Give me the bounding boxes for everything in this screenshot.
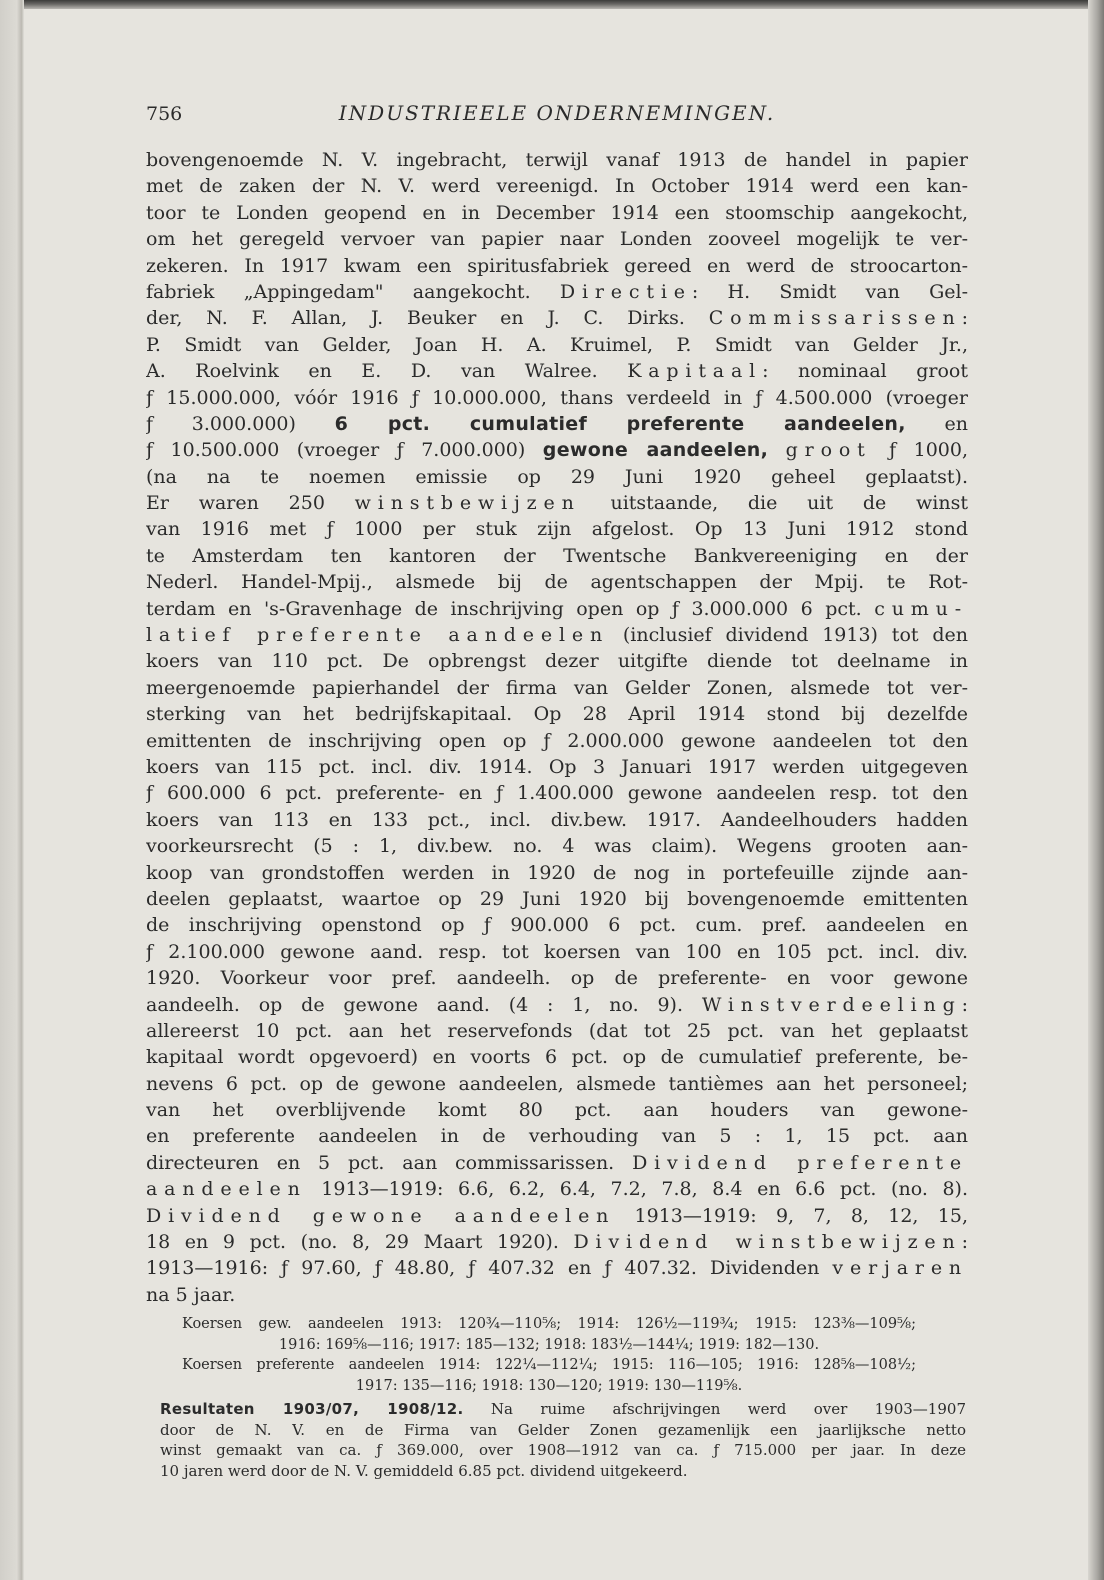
text-line [182,1355,916,1376]
text-run: winst gemaakt van ca. ƒ 369.000, over 1908—1912 van ca. ƒ 715.000 per jaar. In deze [160,1441,966,1460]
text-run: voorkeursrecht (5 : 1, div.bew. no. 4 was claim). Wegens grooten aan- [146,835,968,858]
text-run: deelen geplaatst, waartoe op 29 Juni 1920 bij bovengenoemde emittenten [146,887,968,910]
text-line [146,992,968,1018]
scan-edge-right [1088,0,1104,1580]
text-line [146,516,968,542]
text-line [146,305,968,331]
text-run: Koersen gew. aandeelen 1913: 120¾—110⅝; 1914: 126½—119¾; 1915: 123⅜—109⅝; [182,1316,916,1332]
text-run: directeuren en 5 pct. aan commissarissen. [146,1151,633,1174]
text-line [146,939,968,965]
running-title: INDUSTRIEELE ONDERNEMINGEN. [338,101,776,125]
text-run: 1913—1916: ƒ 97.60, ƒ 48.80, ƒ 407.32 en ƒ 407.32. Dividenden [146,1257,833,1280]
text-line [182,1376,916,1397]
spaced-emphasis-text: Winstverdeeling [701,993,962,1016]
text-run: en [905,412,968,435]
text-line [146,1282,968,1308]
text-line [160,1440,966,1461]
text-run: A. Roelvink en E. D. van Walree. [146,360,628,383]
text-run: : [961,1231,968,1254]
text-run: van het overblijvende komt 80 pct. aan houders van gewone- [146,1099,968,1122]
body-text [146,147,968,1308]
text-line [146,569,968,595]
text-run: ƒ 2.100.000 gewone aand. resp. tot koersen van 100 en 105 pct. incl. div. [146,940,968,963]
text-run: Nederl. Handel-Mpij., alsmede bij de agentschappen der Mpij. te Rot- [146,571,968,594]
text-line [146,490,968,516]
text-line [146,226,968,252]
spaced-emphasis-text: Commissarissen [708,307,962,330]
text-run [768,439,785,461]
text-line [146,754,968,780]
spaced-emphasis-text: verjaren [832,1257,968,1280]
text-run: ƒ 3.000.000) [146,412,335,435]
text-line [146,596,968,622]
text-line [160,1420,966,1441]
text-line [160,1399,966,1420]
text-line [146,437,968,463]
share-quotations [182,1314,916,1397]
page-number: 756 [146,103,183,125]
text-line [146,1150,968,1176]
text-run: P. Smidt van Gelder, Joan H. A. Kruimel, P. Smidt van Gelder Jr., [146,333,968,356]
spaced-emphasis-text: latief preferente aandeelen [146,624,610,647]
text-run: emittenten de inschrijving open op ƒ 2.000.000 gewone aandeelen tot den [146,729,968,752]
text-line [146,833,968,859]
text-run: : H. Smidt van Gel- [691,280,968,303]
text-run: aandeelh. op de gewone aand. (4 : 1, no. 9). [146,993,702,1016]
text-run: zekeren. In 1917 kwam een spiritusfabriek gereed en werd de stroocarton- [146,254,968,277]
text-line [146,200,968,226]
text-line [146,173,968,199]
text-line [146,411,968,437]
text-line [146,279,968,305]
text-line [146,675,968,701]
text-run: bovengenoemde N. V. ingebracht, terwijl vanaf 1913 de handel in papier [146,149,968,171]
text-run: Na ruime afschrijvingen werd over 1903—1907 [463,1400,966,1418]
text-run: 1916: 169⅝—116; 1917: 185—132; 1918: 183½—144¼; 1919: 182—130. [278,1336,820,1353]
text-line [182,1335,916,1356]
spaced-emphasis-text: cumu- [874,597,968,620]
text-line [146,1018,968,1044]
text-line [146,543,968,569]
text-run: sterking van het bedrijfskapitaal. Op 28 April 1914 stond bij dezelfde [146,703,968,726]
results-paragraph [160,1399,966,1482]
text-line [146,780,968,806]
text-run: te Amsterdam ten kantoren der Twentsche Bankvereeniging en der [146,544,968,567]
text-run: 1913—1919: 9, 7, 8, 12, 15, [615,1204,968,1227]
text-run: 18 en 9 pct. (no. 8, 29 Maart 1920). [146,1231,574,1254]
text-run: na 5 jaar. [146,1283,236,1306]
text-run: (na na te noemen emissie op 29 Juni 1920 geheel geplaatst). [146,465,968,488]
text-line [146,622,968,648]
text-run: (inclusief dividend 1913) tot den [609,624,968,647]
text-line [146,1071,968,1097]
text-line [146,332,968,358]
text-run: der, N. F. Allan, J. Beuker en J. C. Dirks. [146,307,709,330]
bold-emphasis-text: gewone aandeelen, [542,439,769,462]
spaced-emphasis-text: aandeelen [146,1178,307,1201]
spaced-emphasis-text: groot [785,439,872,462]
text-run: : [961,307,968,330]
text-run: 1920. Voorkeur voor pref. aandeelh. op de preferente- en voor gewone [146,967,968,990]
spaced-emphasis-text: Dividend gewone aandeelen [146,1204,616,1227]
bold-emphasis-text: 6 pct. cumulatief preferente aandeelen, [334,412,906,435]
spaced-emphasis-text: Dividend winstbewijzen [573,1231,962,1254]
text-line [146,1123,968,1149]
text-run: allereerst 10 pct. aan het reservefonds (dat tot 25 pct. van het geplaatst [146,1019,968,1042]
text-line [146,1097,968,1123]
text-line [146,965,968,991]
text-run: kapitaal wordt opgevoerd) en voorts 6 pct. op de cumulatief preferente, be- [146,1046,968,1069]
text-run: uitstaande, die uit de winst [580,492,968,515]
text-line [146,807,968,833]
text-line [146,701,968,727]
text-run: nevens 6 pct. op de gewone aandeelen, alsmede tantièmes aan het personeel; [146,1072,968,1095]
spaced-emphasis-text: Directie [559,280,692,303]
text-line [146,1203,968,1229]
text-line [146,1176,968,1202]
text-line [146,860,968,886]
text-run: Koersen preferente aandeelen 1914: 122¼—112¼; 1915: 116—105; 1916: 128⅝—108½; [182,1357,916,1374]
text-run: de inschrijving openstond op ƒ 900.000 6 pct. cum. pref. aandeelen en [146,914,968,937]
text-run: koop van grondstoffen werden in 1920 de nog in portefeuille zijnde aan- [146,861,968,884]
text-line [146,147,968,173]
text-run: ƒ 10.500.000 (vroeger ƒ 7.000.000) [146,439,543,462]
text-run: : nominaal groot [762,360,968,383]
text-line [146,358,968,384]
text-run: van 1916 met ƒ 1000 per stuk zijn afgelost. Op 13 Juni 1912 stond [146,518,968,541]
bold-emphasis-text: Resultaten 1903/07, 1908/12. [160,1400,464,1418]
text-line [146,385,968,411]
text-run: ƒ 1000, [871,439,968,462]
text-run: koers van 115 pct. incl. div. 1914. Op 3 Januari 1917 werden uitgegeven [146,755,968,778]
spaced-emphasis-text: Dividend preferente [632,1151,968,1174]
text-line [146,464,968,490]
text-line [146,1255,968,1281]
text-line [146,648,968,674]
spaced-emphasis-text: Kapitaal [627,360,763,383]
text-line [160,1461,966,1482]
text-run: terdam en 's-Gravenhage de inschrijving open op ƒ 3.000.000 6 pct. [146,597,875,620]
scan-edge-top [0,0,1094,9]
text-run: om het geregeld vervoer van papier naar Londen zooveel mogelijk te ver- [146,228,968,251]
text-run: : [961,993,968,1016]
text-run: 1917: 135—116; 1918: 130—120; 1919: 130—119⅝. [355,1378,743,1395]
text-run: koers van 110 pct. De opbrengst dezer uitgifte diende tot deelname in [146,650,968,673]
text-run: fabriek „Appingedam" aangekocht. [146,280,560,303]
text-run: Er waren 250 [146,492,355,515]
text-line [182,1314,916,1335]
text-line [146,1229,968,1255]
text-run: ƒ 600.000 6 pct. preferente- en ƒ 1.400.000 gewone aandeelen resp. tot den [146,782,968,805]
text-line [146,912,968,938]
text-run: ƒ 15.000.000, vóór 1916 ƒ 10.000.000, thans verdeeld in ƒ 4.500.000 (vroeger [146,386,968,409]
text-line [146,253,968,279]
text-run: en preferente aandeelen in de verhouding van 5 : 1, 15 pct. aan [146,1125,968,1148]
text-line [146,886,968,912]
text-run: door de N. V. en de Firma van Gelder Zonen gezamenlijk een jaarlijksche netto [160,1420,966,1439]
text-run: toor te Londen geopend en in December 1914 een stoomschip aangekocht, [146,201,968,224]
text-run: koers van 113 en 133 pct., incl. div.bew. 1917. Aandeelhouders hadden [146,808,968,831]
text-line [146,728,968,754]
spaced-emphasis-text: winstbewijzen [354,492,581,515]
text-run: meergenoemde papierhandel der firma van Gelder Zonen, alsmede tot ver- [146,676,968,699]
text-line [146,1044,968,1070]
text-run: met de zaken der N. V. werd vereenigd. In October 1914 werd een kan- [146,175,968,198]
scan-edge-left [0,0,24,1580]
text-run: 10 jaren werd door de N. V. gemiddeld 6.85 pct. dividend uitgekeerd. [160,1462,688,1481]
text-run: 1913—1919: 6.6, 6.2, 6.4, 7.2, 7.8, 8.4 en 6.6 pct. (no. 8). [306,1178,968,1201]
